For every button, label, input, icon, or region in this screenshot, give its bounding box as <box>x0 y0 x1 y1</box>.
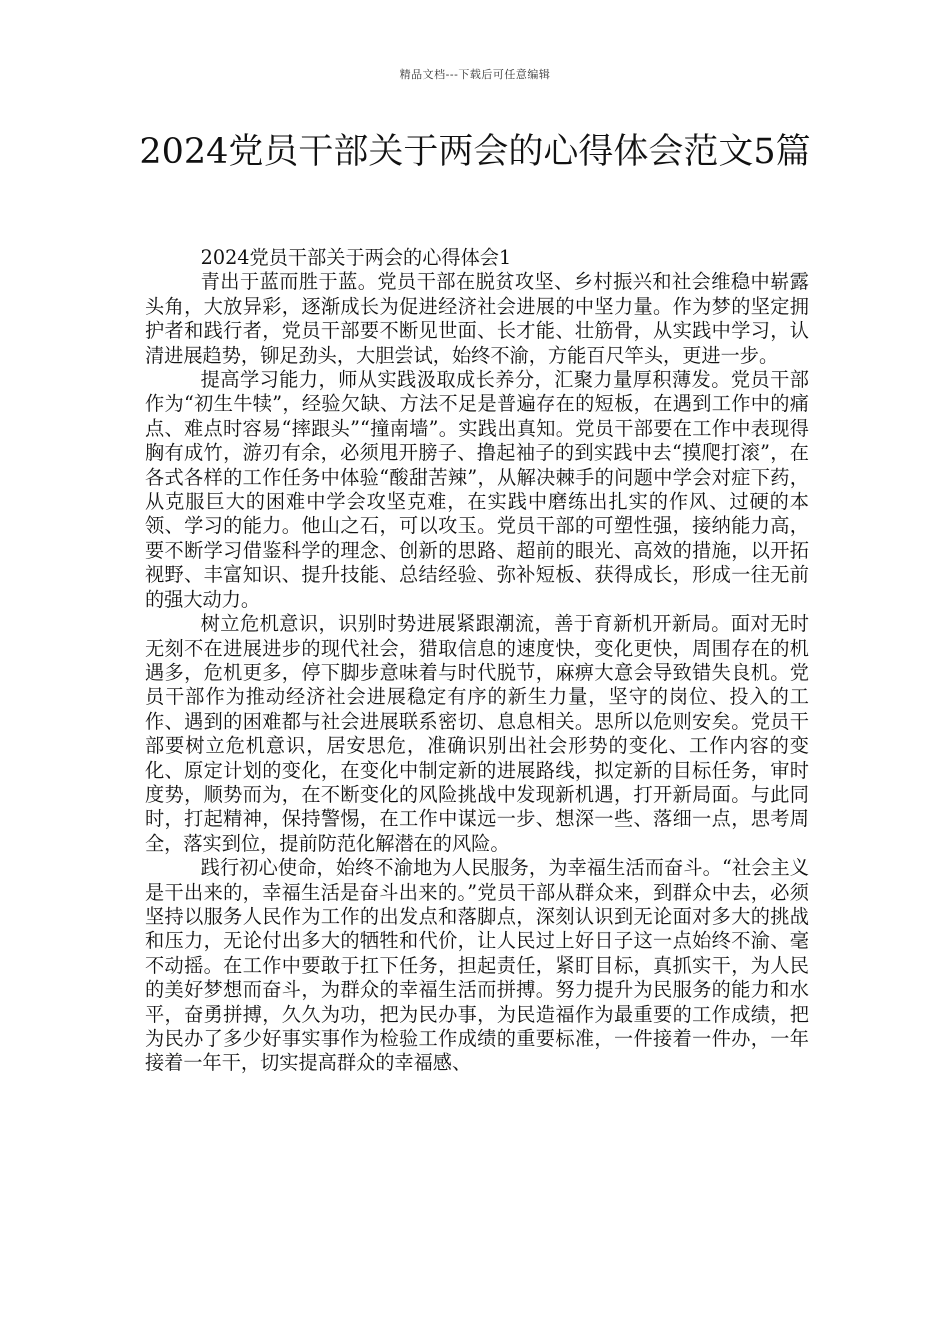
paragraph-3: 树立危机意识，识别时势进展紧跟潮流，善于育新机开新局。面对无时无刻不在进展进步的现代社会，猎取信息的速度快，变化更快，周围存在的机遇多，危机更多，停下脚步意味着与时代脱节，麻痹大意会导致错失良机。党员干部作为推动经济社会进展稳定有序的新生力量，坚守的岗位、投入的工作、遇到的困难都与社会进展联系密切、息息相关。思所以危则安矣。党员干部要树立危机意识，居安思危，准确识别出社会形势的变化、工作内容的变化、原定计划的变化，在变化中制定新的进展路线，拟定新的目标任务，审时度势，顺势而为，在不断变化的风险挑战中发现新机遇，打开新局面。与此同时，打起精神，保持警惕，在工作中谋远一步、想深一些、落细一点，思考周全，落实到位，提前防范化解潜在的风险。 <box>145 612 809 855</box>
paragraph-2: 提高学习能力，师从实践汲取成长养分，汇聚力量厚积薄发。党员干部作为“初生牛犊”，经验欠缺、方法不足是普遍存在的短板，在遇到工作中的痛点、难点时容易“摔跟头”“撞南墙”。实践出真知。党员干部要在工作中表现得胸有成竹，游刃有余，必须甩开膀子、撸起袖子的到实践中去“摸爬打滚”，在各式各样的工作任务中体验“酸甜苦辣”，从解决棘手的问题中学会对症下药，从克服巨大的困难中学会攻坚克难，在实践中磨练出扎实的作风、过硬的本领、学习的能力。他山之石，可以攻玉。党员干部的可塑性强，接纳能力高，要不断学习借鉴科学的理念、创新的思路、超前的眼光、高效的措施，以开拓视野、丰富知识、提升技能、总结经验、弥补短板、获得成长，形成一往无前的强大动力。 <box>145 368 809 611</box>
paragraph-1: 青出于蓝而胜于蓝。党员干部在脱贫攻坚、乡村振兴和社会维稳中崭露头角，大放异彩，逐渐成长为促进经济社会进展的中坚力量。作为梦的坚定拥护者和践行者，党员干部要不断见世面、长才能、壮筋骨，从实践中学习，认清进展趋势，铆足劲头，大胆尝试，始终不渝，方能百尺竿头，更进一步。 <box>145 270 809 367</box>
document-title: 2024党员干部关于两会的心得体会范文5篇 <box>139 132 811 172</box>
header-note: 精品文档---下载后可任意编辑 <box>399 68 551 81</box>
section-heading: 2024党员干部关于两会的心得体会1 <box>200 246 512 269</box>
document-body <box>145 246 809 1076</box>
paragraph-4: 践行初心使命，始终不渝地为人民服务，为幸福生活而奋斗。“社会主义是干出来的，幸福生活是奋斗出来的。”党员干部从群众来，到群众中去，必须坚持以服务人民作为工作的出发点和落脚点，深刻认识到无论面对多大的挑战和压力，无论付出多大的牺牲和代价，让人民过上好日子这一点始终不渝、毫不动摇。在工作中要敢于扛下任务，担起责任，紧盯目标，真抓实干，为人民的美好梦想而奋斗，为群众的幸福生活而拼搏。努力提升为民服务的能力和水平，奋勇拼搏，久久为功，把为民办事，为民造福作为最重要的工作成绩，把为民办了多少好事实事作为检验工作成绩的重要标准，一件接着一件办，一年接着一年干，切实提高群众的幸福感、 <box>145 856 809 1075</box>
